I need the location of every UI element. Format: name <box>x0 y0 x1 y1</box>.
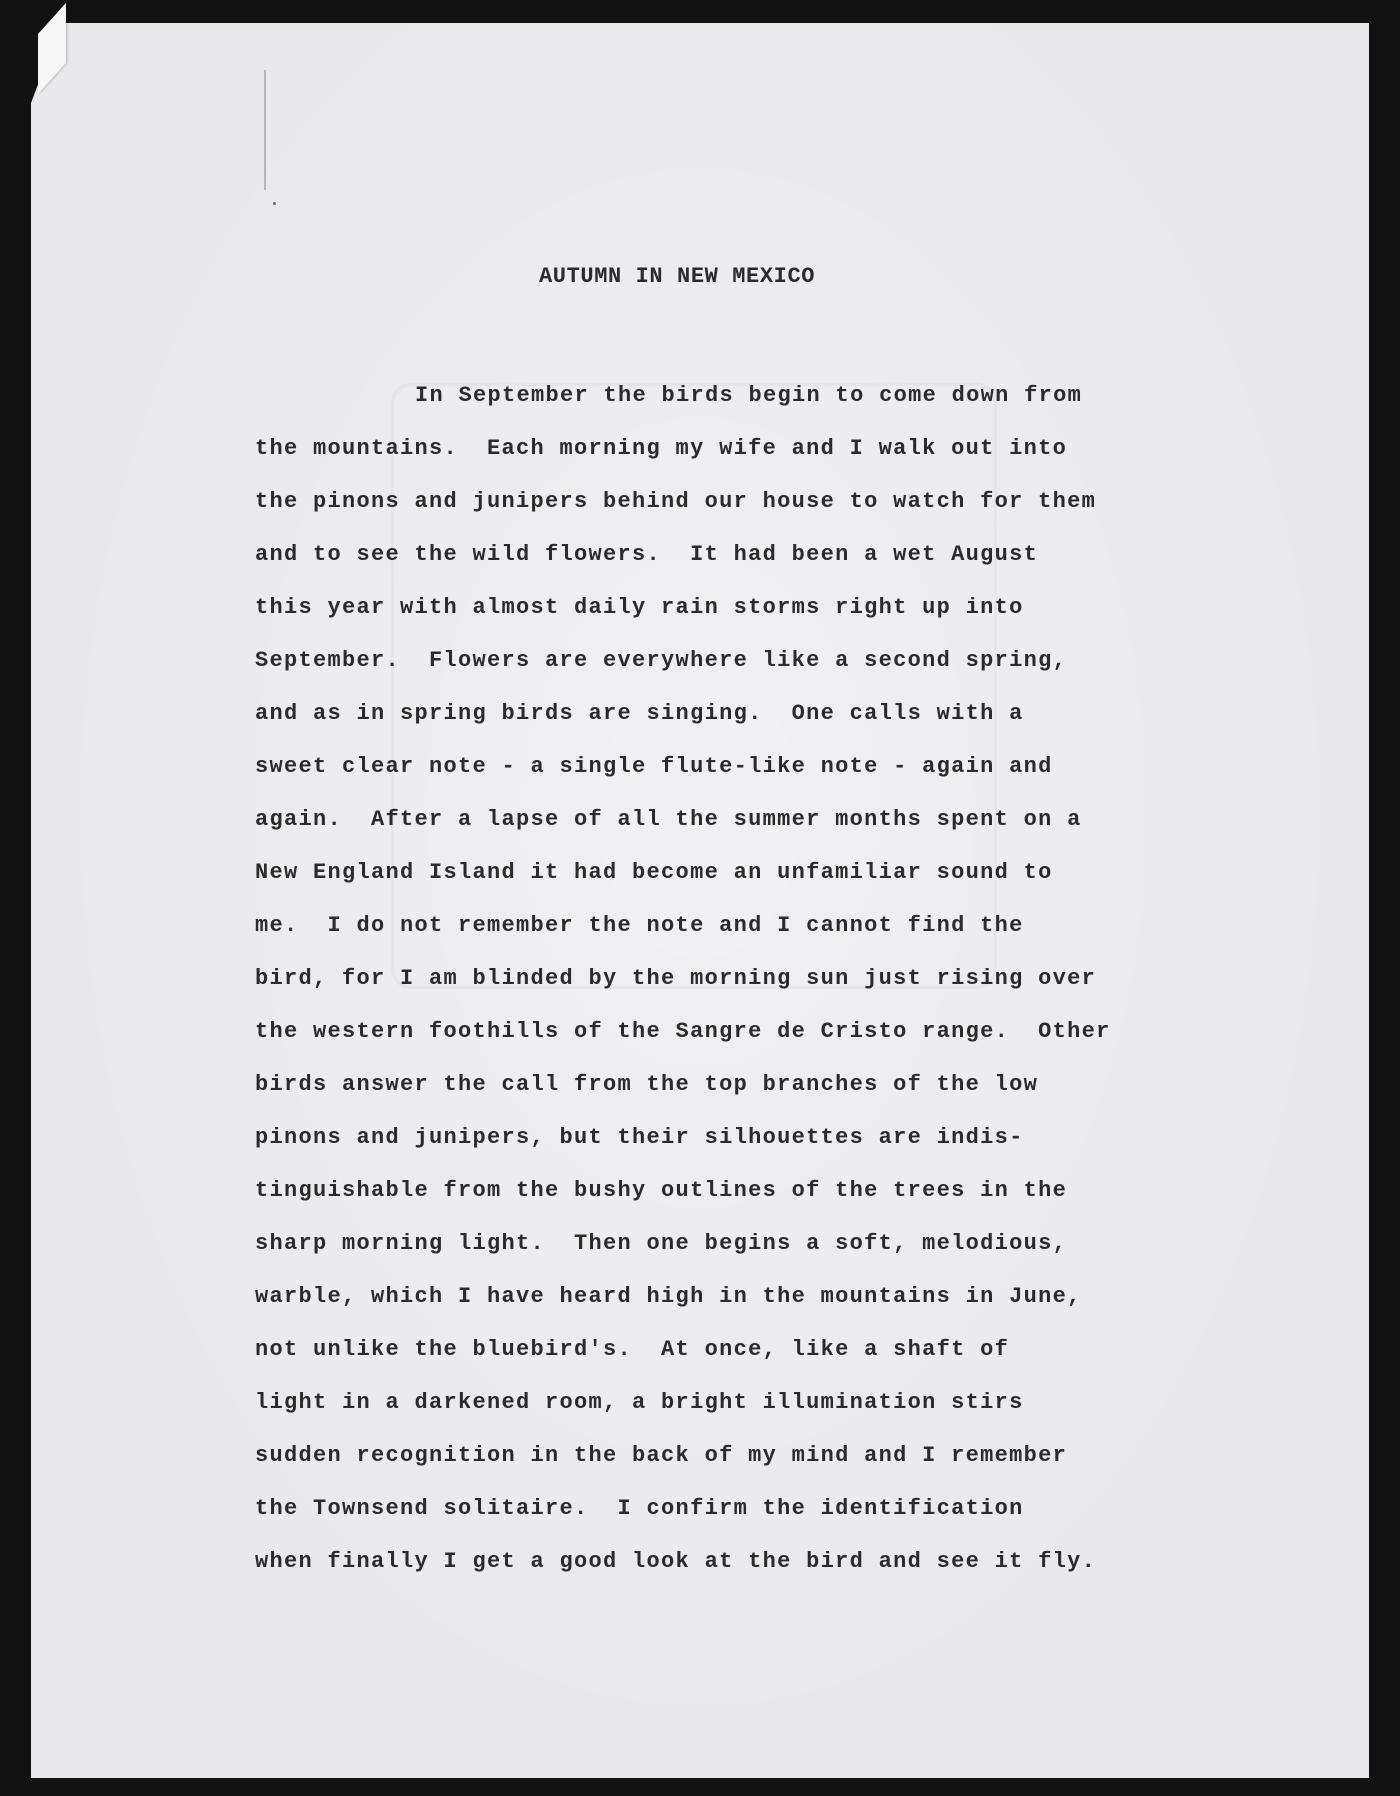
text-line: not unlike the bluebird's. At once, like a shaft of <box>255 1337 1010 1362</box>
text-line: me. I do not remember the note and I cannot find the <box>255 913 1024 938</box>
text-line: September. Flowers are everywhere like a second spring, <box>255 648 1068 673</box>
margin-dot <box>273 202 276 205</box>
text-line: the western foothills of the Sangre de Cristo range. Other <box>255 1019 1111 1044</box>
text-line: the Townsend solitaire. I confirm the identification <box>255 1496 1024 1521</box>
text-line: tinguishable from the bushy outlines of the trees in the <box>255 1178 1068 1203</box>
page-title: AUTUMN IN NEW MEXICO <box>539 264 816 289</box>
text-line: and as in spring birds are singing. One calls with a <box>255 701 1024 726</box>
text-line: sweet clear note - a single flute-like note - again and <box>255 754 1053 779</box>
text-line: light in a darkened room, a bright illumination stirs <box>255 1390 1024 1415</box>
body-text <box>255 369 1255 1588</box>
margin-mark <box>264 70 266 190</box>
text-line: when finally I get a good look at the bird and see it fly. <box>255 1549 1097 1574</box>
text-line: the mountains. Each morning my wife and I walk out into <box>255 436 1068 461</box>
text-line: warble, which I have heard high in the mountains in June, <box>255 1284 1082 1309</box>
text-line: New England Island it had become an unfamiliar sound to <box>255 860 1053 885</box>
text-line: again. After a lapse of all the summer months spent on a <box>255 807 1082 832</box>
text-line: sudden recognition in the back of my mind and I remember <box>255 1443 1068 1468</box>
text-line: sharp morning light. Then one begins a soft, melodious, <box>255 1231 1068 1256</box>
text-line: this year with almost daily rain storms right up into <box>255 595 1024 620</box>
text-line: pinons and junipers, but their silhouettes are indis- <box>255 1125 1024 1150</box>
text-line: bird, for I am blinded by the morning sun just rising over <box>255 966 1097 991</box>
text-line: birds answer the call from the top branches of the low <box>255 1072 1039 1097</box>
text-line: the pinons and junipers behind our house to watch for them <box>255 489 1097 514</box>
text-line: In September the birds begin to come down from <box>415 383 1083 408</box>
text-line: and to see the wild flowers. It had been a wet August <box>255 542 1039 567</box>
